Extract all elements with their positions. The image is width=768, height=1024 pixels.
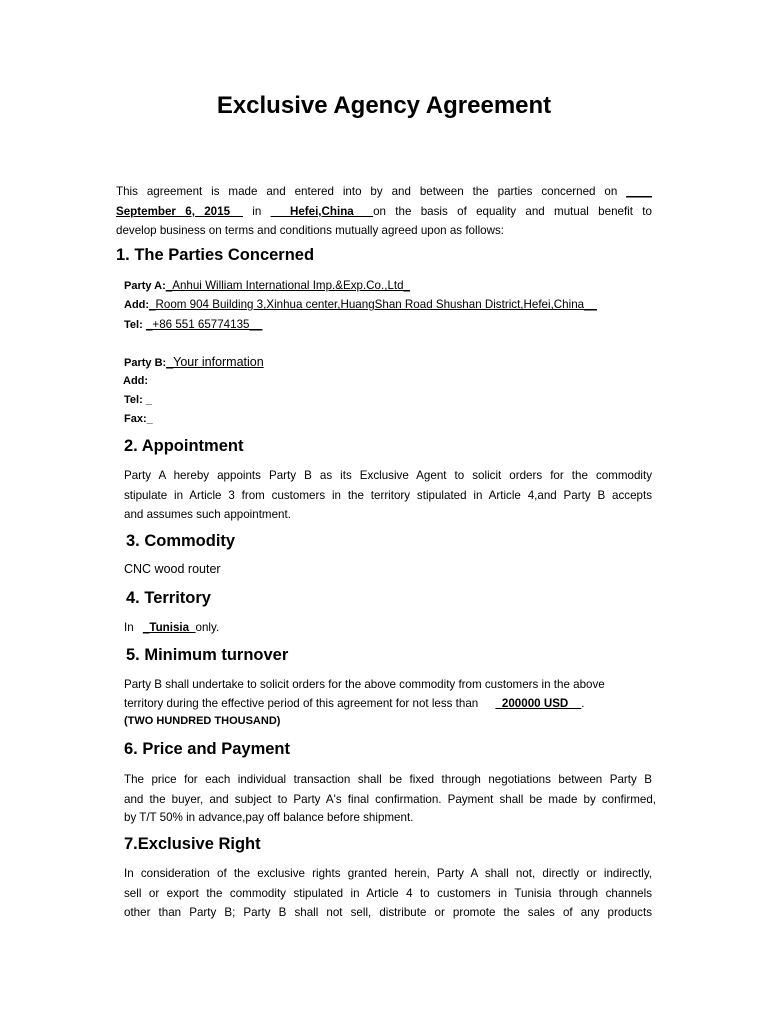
party-b-label: Party B: [124, 357, 167, 369]
intro-line-3: develop business on terms and conditions mutually agreed upon as follows: [116, 224, 504, 237]
intro-line-1 [116, 182, 652, 202]
section-1-heading: 1. The Parties Concerned [116, 246, 315, 264]
territory-blank: _ [142, 621, 150, 634]
party-b-tel-label: Tel: _ [124, 394, 152, 406]
party-b-address-label: Add: [123, 375, 149, 387]
commodity-text: CNC wood router [124, 562, 221, 576]
section-4-heading: 4. Territory [126, 589, 211, 607]
party-b-line [124, 353, 264, 374]
intro-text: This agreement is made and entered into by and between the parties concerned on [116, 185, 618, 198]
price-line-2: and the buyer, and subject to Party A's final confirmation. Payment shall be made by confirmed, [124, 793, 656, 806]
party-b-fax-label: Fax:_ [124, 413, 153, 425]
turnover-amount-words: (TWO HUNDRED THOUSAND) [124, 715, 281, 727]
turnover-line-1: Party B shall undertake to solicit orders for the above commodity from customers in the above [124, 678, 605, 691]
territory-value: Tunisia_ [149, 621, 196, 634]
territory-post: only. [195, 621, 220, 634]
agreement-place: ___Hefei,China___ [270, 205, 374, 218]
party-a-address-value: _Room 904 Building 3,Xinhua center,HuangShan Road Shushan District,Hefei,China__ [149, 298, 597, 311]
price-line-1: The price for each individual transaction shall be fixed through negotiations between Party B [124, 773, 652, 786]
turnover-amount: _200000 USD__ [495, 697, 582, 710]
intro-line-2 [116, 202, 652, 222]
exclusive-line-1: In consideration of the exclusive rights granted herein, Party A shall not, directly or indirectly, [124, 867, 652, 880]
exclusive-line-3: other than Party B; Party B shall not sell, distribute or promote the sales of any products [124, 906, 652, 919]
section-3-heading: 3. Commodity [126, 532, 236, 550]
party-a-label: Party A: [124, 280, 166, 292]
section-2-heading: 2. Appointment [124, 437, 244, 455]
territory-line [124, 618, 219, 638]
appointment-line-3: and assumes such appointment. [124, 508, 291, 521]
party-a-address-line [124, 295, 597, 316]
section-7-heading: 7.Exclusive Right [124, 835, 261, 853]
appointment-line-2: stipulate in Article 3 from customers in the territory stipulated in Article 4,and Party B accepts [124, 489, 652, 502]
intro-in: in [252, 205, 262, 218]
document-title: Exclusive Agency Agreement [216, 92, 552, 119]
intro-text-2: on the basis of equality and mutual benefit to [373, 205, 652, 218]
section-6-heading: 6. Price and Payment [124, 740, 290, 758]
party-b-value: _Your information [166, 355, 264, 369]
agreement-date: September 6, 2015__ [116, 205, 243, 218]
party-a-address-label: Add: [124, 299, 150, 311]
turnover-period: . [581, 697, 585, 710]
appointment-line-1: Party A hereby appoints Party B as its Exclusive Agent to solicit orders for the commodity [124, 469, 652, 482]
turnover-text: territory during the effective period of this agreement for not less than [124, 697, 479, 710]
section-5-heading: 5. Minimum turnover [126, 646, 289, 664]
party-a-value: _Anhui William International Imp.&Exp.Co.,Ltd_ [165, 279, 411, 292]
party-a-line [124, 276, 410, 297]
party-a-tel-label: Tel: [124, 319, 143, 331]
exclusive-line-2: sell or export the commodity stipulated in Article 4 to customers in Tunisia through channels [124, 887, 652, 900]
party-a-tel-value: _+86 551 65774135__ [145, 318, 263, 331]
territory-pre: In [124, 621, 134, 634]
intro-blank: ____ [626, 185, 652, 198]
party-a-tel-line [124, 315, 262, 336]
price-line-3: by T/T 50% in advance,pay off balance before shipment. [124, 811, 414, 824]
turnover-line-2 [124, 694, 584, 714]
